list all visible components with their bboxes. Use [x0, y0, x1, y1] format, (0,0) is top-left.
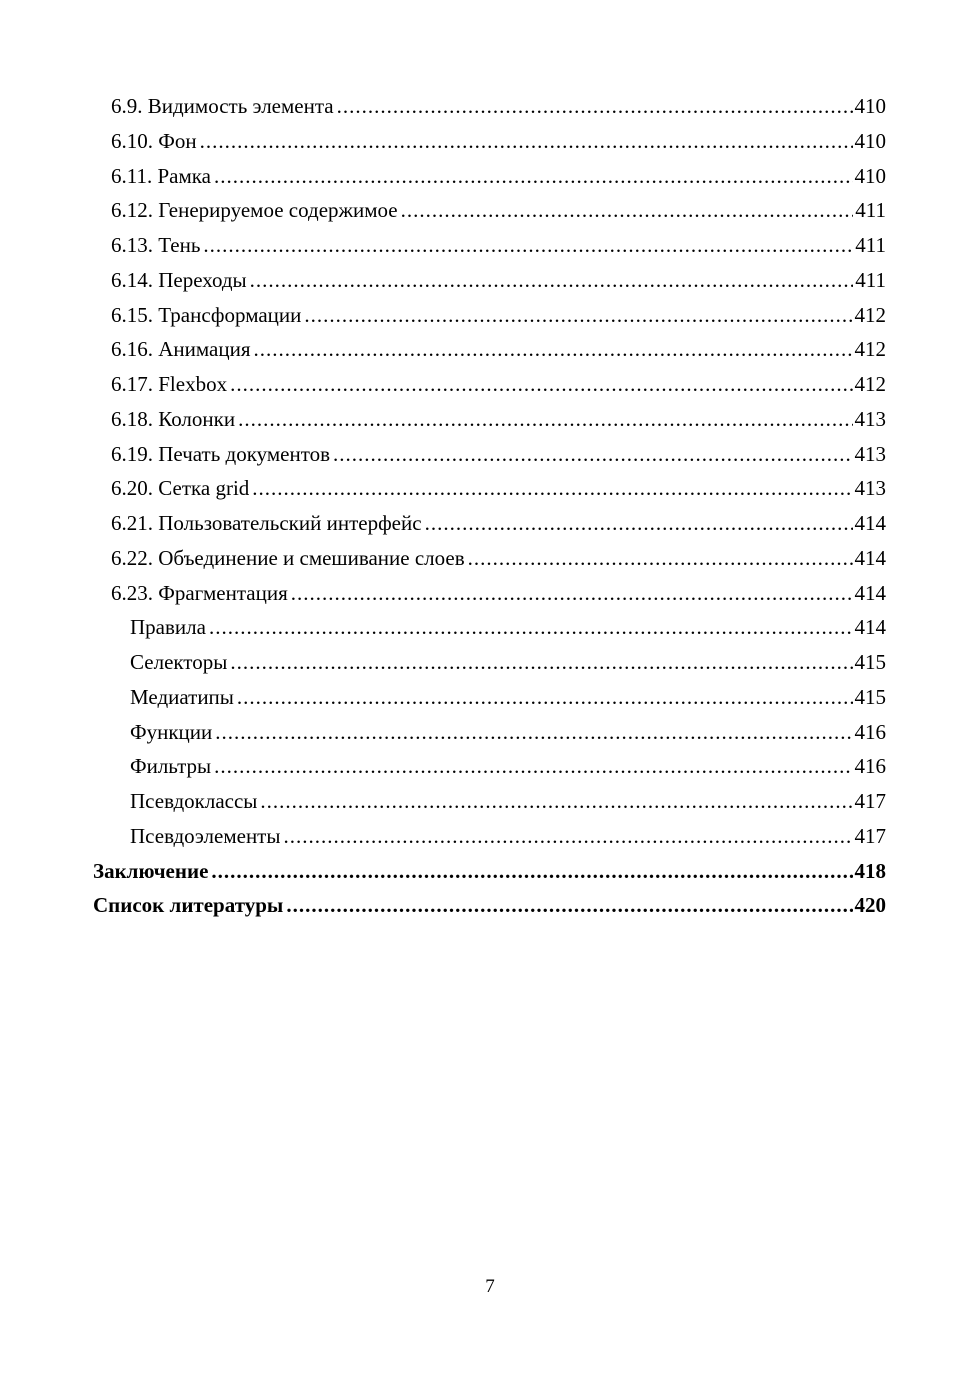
toc-entry-title: Фильтры: [130, 754, 212, 779]
toc-entry[interactable]: [93, 576, 886, 611]
toc-entry-title: 6.9. Видимость элемента: [111, 94, 334, 118]
toc-entry-title: Псевдоэлементы: [130, 823, 281, 848]
toc-entry[interactable]: [93, 437, 886, 472]
toc-entry-page: 417: [854, 789, 886, 813]
toc-entry-title: Псевдоклассы: [130, 789, 258, 813]
toc-entry-title: Селекторы: [130, 650, 228, 674]
dot-leader: [214, 749, 852, 784]
toc-entry-page: 414: [854, 615, 886, 640]
toc-section-entry[interactable]: [93, 888, 886, 923]
toc-entry-title: Правила: [130, 615, 206, 640]
toc-entry-page: 413: [854, 476, 886, 501]
toc-entry-title: 6.21. Пользовательский интерфейс: [111, 511, 422, 535]
toc-entry-page: 410: [854, 94, 886, 118]
toc-entry-page: 413: [854, 406, 886, 431]
toc-entry-page: 417: [854, 823, 886, 848]
dot-leader: [401, 193, 854, 228]
toc-section-entry[interactable]: [93, 854, 886, 889]
toc-entry-title: 6.23. Фрагментация: [111, 580, 288, 605]
toc-entry-title: Функции: [130, 719, 213, 744]
toc-entry-page: 418: [854, 858, 886, 883]
toc-entry[interactable]: [93, 124, 886, 159]
toc-entry-page: 412: [854, 372, 886, 396]
dot-leader: [203, 228, 853, 263]
toc-entry-title: 6.10. Фон: [111, 128, 197, 153]
toc-entry-page: 411: [855, 267, 886, 292]
dot-leader: [200, 124, 853, 159]
dot-leader: [425, 506, 853, 541]
toc-entry-title: Список литературы: [93, 893, 284, 918]
dot-leader: [304, 298, 852, 333]
toc-entry-page: 414: [854, 580, 886, 605]
toc-entry-page: 410: [854, 163, 886, 188]
page-number: 7: [485, 1276, 495, 1297]
dot-leader: [337, 89, 853, 124]
toc-entry-title: 6.13. Тень: [111, 233, 201, 257]
dot-leader: [215, 715, 852, 750]
toc-subentry[interactable]: [93, 749, 886, 784]
dot-leader: [230, 645, 852, 680]
toc-entry-title: 6.15. Трансформации: [111, 302, 302, 327]
dot-leader: [237, 680, 853, 715]
toc-entry[interactable]: [93, 193, 886, 228]
toc-entry-page: 420: [854, 893, 886, 918]
toc-entry-page: 414: [854, 545, 886, 570]
toc-entry-page: 411: [855, 233, 886, 257]
toc-subentry[interactable]: [93, 680, 886, 715]
table-of-contents: [93, 89, 886, 923]
dot-leader: [286, 888, 852, 923]
dot-leader: [252, 471, 852, 506]
toc-entry[interactable]: [93, 402, 886, 437]
toc-entry-page: 410: [854, 128, 886, 153]
toc-entry-title: 6.22. Объединение и смешивание слоев: [111, 545, 465, 570]
toc-entry[interactable]: [93, 298, 886, 333]
toc-subentry[interactable]: [93, 715, 886, 750]
toc-entry[interactable]: [93, 471, 886, 506]
dot-leader: [214, 159, 853, 194]
toc-entry-title: Медиатипы: [130, 684, 234, 709]
toc-entry-page: 415: [854, 684, 886, 709]
toc-entry-title: 6.17. Flexbox: [111, 372, 228, 396]
dot-leader: [230, 367, 852, 402]
toc-entry-title: 6.18. Колонки: [111, 406, 236, 431]
toc-entry[interactable]: [93, 89, 886, 124]
toc-entry-page: 416: [854, 754, 886, 779]
toc-entry[interactable]: [93, 332, 886, 367]
toc-entry-page: 413: [854, 441, 886, 466]
toc-entry-page: 412: [854, 337, 886, 362]
dot-leader: [333, 437, 852, 472]
toc-entry[interactable]: [93, 159, 886, 194]
toc-subentry[interactable]: [93, 819, 886, 854]
toc-subentry[interactable]: [93, 784, 886, 819]
toc-entry[interactable]: [93, 228, 886, 263]
dot-leader: [283, 819, 852, 854]
dot-leader: [254, 332, 853, 367]
dot-leader: [250, 263, 854, 298]
toc-entry-page: 416: [854, 719, 886, 744]
toc-entry-page: 415: [854, 650, 886, 674]
toc-entry-title: Заключение: [93, 858, 209, 883]
toc-entry-page: 414: [854, 511, 886, 535]
dot-leader: [209, 610, 853, 645]
dot-leader: [260, 784, 852, 819]
toc-entry-title: 6.16. Анимация: [111, 337, 251, 362]
toc-entry-page: 411: [855, 198, 886, 223]
dot-leader: [291, 576, 853, 611]
toc-entry-title: 6.14. Переходы: [111, 267, 247, 292]
toc-entry-title: 6.11. Рамка: [111, 163, 211, 188]
toc-entry-title: 6.20. Сетка grid: [111, 476, 250, 501]
dot-leader: [238, 402, 852, 437]
toc-subentry[interactable]: [93, 645, 886, 680]
toc-entry-title: 6.12. Генерируемое содержимое: [111, 198, 398, 223]
toc-entry[interactable]: [93, 541, 886, 576]
toc-entry-page: 412: [854, 302, 886, 327]
toc-entry[interactable]: [93, 367, 886, 402]
toc-entry[interactable]: [93, 506, 886, 541]
dot-leader: [211, 854, 852, 889]
toc-entry-title: 6.19. Печать документов: [111, 441, 331, 466]
toc-subentry[interactable]: [93, 610, 886, 645]
dot-leader: [468, 541, 853, 576]
toc-entry[interactable]: [93, 263, 886, 298]
